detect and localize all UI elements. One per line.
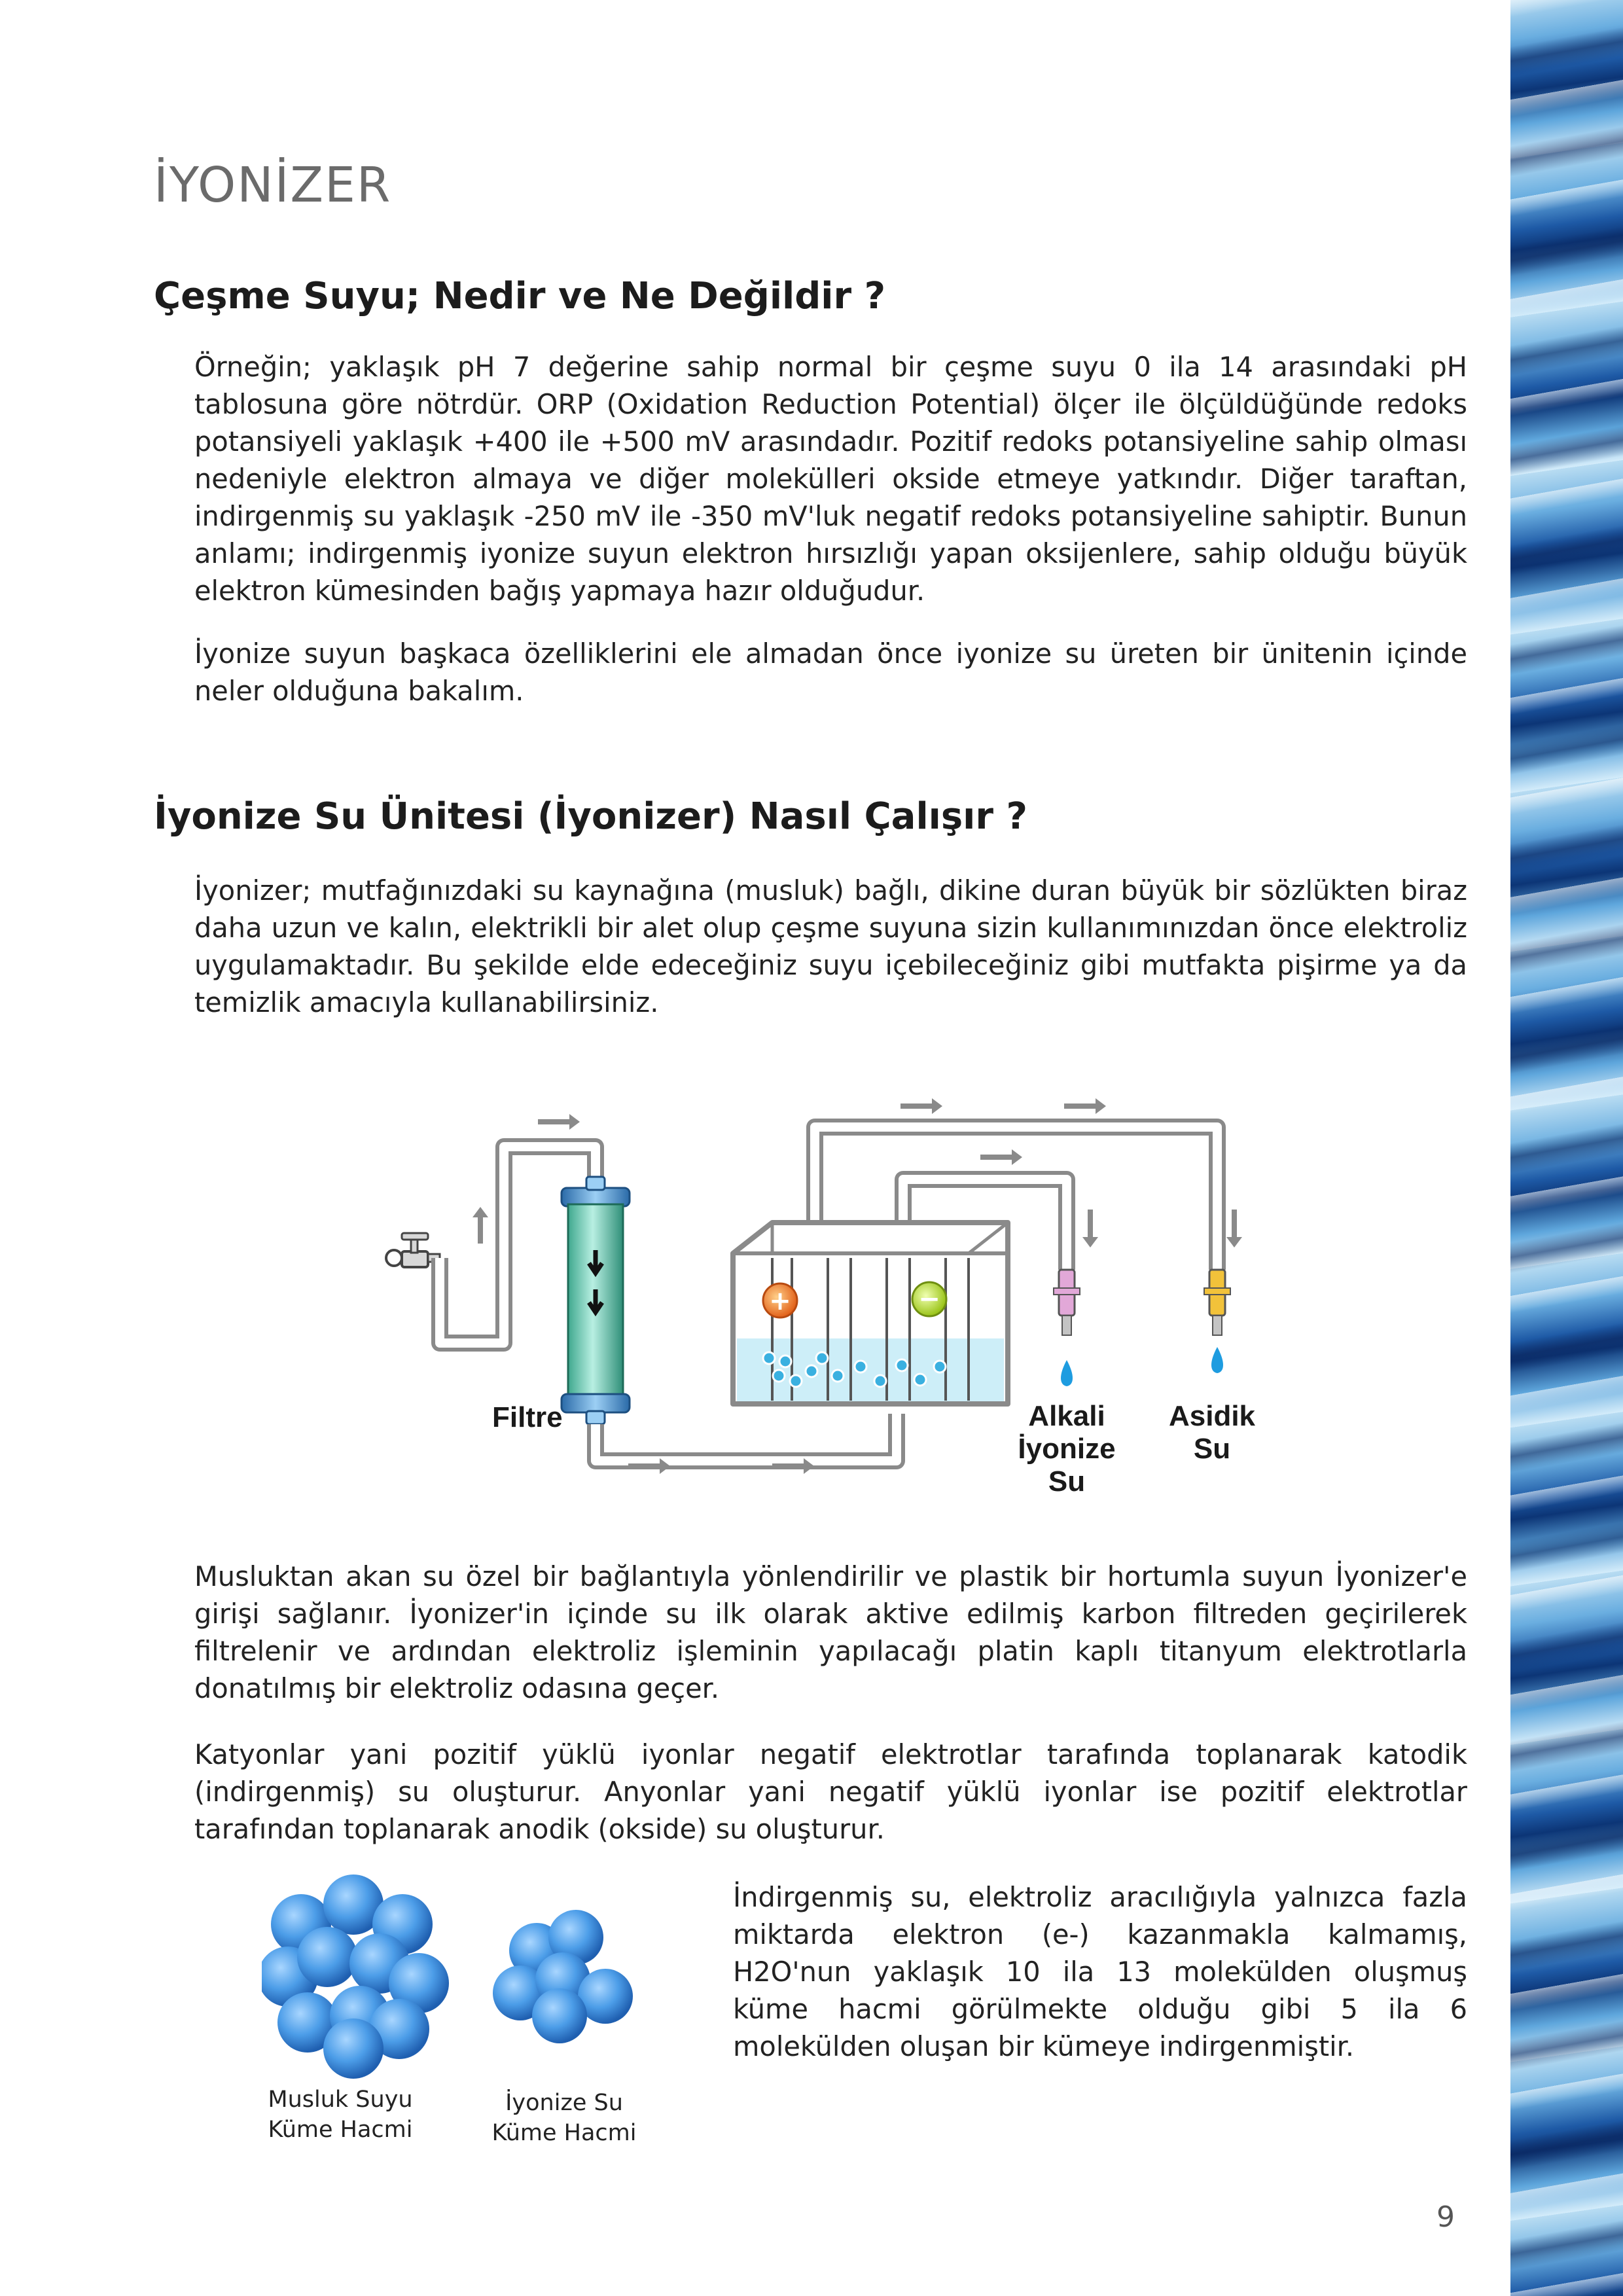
acidic-label-line-2: Su [1193, 1433, 1231, 1465]
carbon-filter [562, 1177, 630, 1424]
caption-line: İyonize Su [505, 2090, 623, 2116]
positive-electrode-icon [763, 1283, 797, 1318]
paragraph-cations-anions: Katyonlar yani pozitif yüklü iyonlar negatif elektrotlar tarafında toplanarak katodik (indirgenmiş) su oluşturur. Anyonlar yani negatif yüklü iyonlar ise pozitif elektrotlar tarafından toplanarak anodik (okside) su oluşturur. [194, 1738, 1467, 1845]
tap-water-cluster-icon [262, 1874, 449, 2079]
water-drop-icon [1211, 1347, 1223, 1373]
paragraph-ionizer-description: İyonizer; mutfağınızdaki su kaynağına (musluk) bağlı, dikine duran büyük bir sözlükten biraz daha uzun ve kalın, elektrikli bir alet olup çeşme suyuna sizin kullanımınızdan önce elektroliz uygulamaktadır. Bu şekilde elde edeceğiniz suyu içebileceğiniz gibi mutfakta pişirme ya da temizlik amacıyla kullanabilirsiniz. [194, 874, 1467, 1018]
filter-to-chamber-pipe [596, 1414, 897, 1461]
ionizer-diagram [353, 1073, 1296, 1505]
cluster-illustration [262, 1872, 654, 2088]
caption-line: Musluk Suyu [268, 2087, 413, 2113]
filter-label: Filtre [492, 1401, 563, 1433]
paragraph-tap-water-orp: Örneğin; yaklaşık pH 7 değerine sahip normal bir çeşme suyu 0 ila 14 arasındaki pH tablosuna göre nötrdür. ORP (Oxidation Reduction Potential) ölçer ile ölçüldüğünde redoks potansiyeli yaklaşık +400 ile +500 mV arasındadır. Pozitif redoks potansiyeline sahip olması nedeniyle elektron almaya ve diğer molekülleri okside etmeye yatkındır. Diğer taraftan, indirgenmiş su yaklaşık -250 mV ile -350 mV'luk negatif redoks potansiyeline sahiptir. Bunun anlamı; indirgenmiş iyonize suyun elektron hırsızlığı yapan oksijenlere, sahip olduğu büyük elektron kümesinden bağış yapmaya hazır olduğudur. [194, 351, 1467, 607]
alkaline-label-line-3: Su [1048, 1465, 1086, 1498]
section-heading-how-ionizer-works: İyonize Su Ünitesi (İyonizer) Nasıl Çalışır ? [154, 795, 1027, 838]
negative-electrode-icon [912, 1282, 946, 1316]
paragraph-water-flow: Musluktan akan su özel bir bağlantıyla yönlendirilir ve plastik bir hortumla suyun İyonizer'e girişi sağlanır. İyonizer'in içinde su ilk olarak aktive edilmiş karbon filtreden geçirilerek filtrelenir ve ardından elektroliz işleminin yapılacağı platin kaplı titanyum elektrotlarla donatılmış bir elektroliz odasına geçer. [194, 1560, 1467, 1704]
tap-water-cluster-caption [223, 2085, 458, 2145]
decorative-side-band [1510, 0, 1623, 2296]
section-heading-tap-water: Çeşme Suyu; Nedir ve Ne Değildir ? [154, 275, 886, 317]
svg-text:−: − [918, 1284, 940, 1314]
alkaline-label-line-1: Alkali [1028, 1400, 1105, 1432]
svg-text:+: + [769, 1286, 791, 1316]
paragraph-reduced-water-cluster: İndirgenmiş su, elektroliz aracılığıyla yalnızca fazla miktarda elektron (e-) kazanmakla kalmamış, H2O'nun yaklaşık 10 ila 13 molekülden oluşmuş küme hacmi görülmekte olduğu gibi 5 ila 6 molekülden oluşan bir kümeye indirgenmiştir. [733, 1881, 1467, 2062]
page-number: 9 [1436, 2200, 1455, 2234]
water-drop-icon [1061, 1360, 1073, 1386]
alkaline-label-line-2: İyonize [1018, 1433, 1116, 1465]
page-title: İYONİZER [154, 157, 392, 213]
alkaline-nozzle [1054, 1270, 1080, 1386]
acidic-nozzle [1204, 1270, 1230, 1373]
ionized-water-cluster-icon [493, 1910, 633, 2043]
ionized-water-cluster-caption [446, 2088, 682, 2148]
acidic-label-line-1: Asidik [1168, 1400, 1256, 1432]
caption-line: Küme Hacmi [268, 2117, 413, 2143]
caption-line: Küme Hacmi [491, 2120, 637, 2146]
paragraph-intro-ionizer: İyonize suyun başkaca özelliklerini ele almadan önce iyonize su üreten bir ünitenin içinde neler olduğuna bakalım. [194, 637, 1467, 707]
